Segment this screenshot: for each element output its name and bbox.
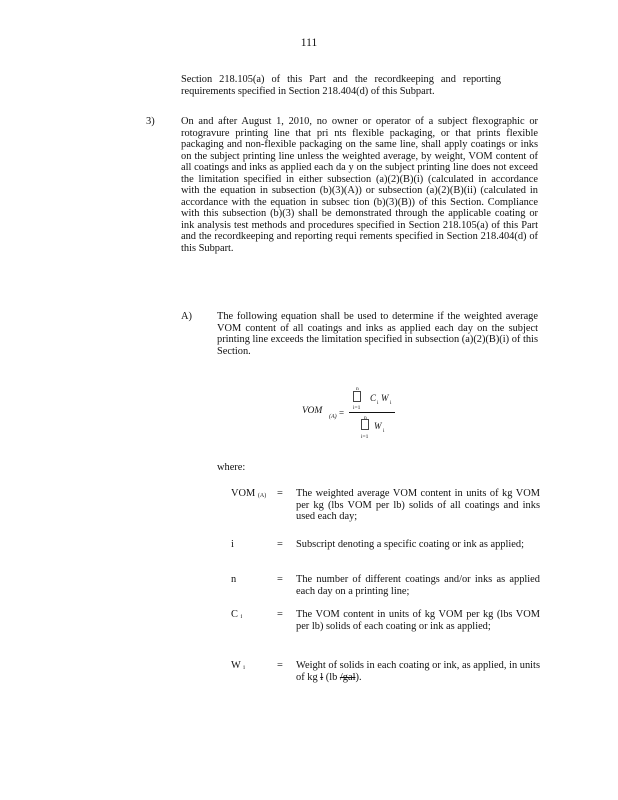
vom-equation	[300, 384, 410, 446]
definition-description: The number of different coatings and/or inks as applied each day on a printing line;	[296, 574, 540, 597]
numerator-c-sub: i	[377, 400, 379, 406]
denominator-w: W	[374, 421, 382, 431]
sum-upper-den: n	[364, 415, 367, 421]
definition-term: W i	[231, 660, 245, 671]
sum-lower-num: i=1	[353, 405, 361, 411]
page-number: 111	[300, 37, 318, 49]
definition-description: Subscript denoting a specific coating or ink as applied;	[296, 539, 524, 550]
where-label: where:	[217, 462, 246, 473]
sum-upper-num: n	[356, 386, 359, 392]
definition-equals: =	[277, 609, 283, 620]
item-a-paragraph: The following equation shall be used to determine if the weighted average VOM content of all coatings and inks as applied each day on the subject printing line exceeds the limitation specified in subsection (a)(2)(B)(i) of this Section.	[217, 311, 538, 357]
fraction-bar	[349, 412, 395, 413]
equation-lhs-sub: (A)	[329, 414, 337, 420]
definition-term: i	[231, 539, 234, 550]
numerator-c: C	[370, 393, 377, 403]
numerator-w-sub: i	[390, 400, 392, 406]
definition-term: n	[231, 574, 237, 585]
definition-description: The weighted average VOM content in units of kg VOM per kg (lbs VOM per lb) solids of all coatings and inks used each day;	[296, 488, 540, 522]
definition-term: C i	[231, 609, 243, 620]
numerator-w: W	[381, 393, 389, 403]
summation-icon	[361, 419, 369, 430]
denominator-w-sub: i	[383, 428, 385, 434]
item-3-paragraph: On and after August 1, 2010, no owner or operator of a subject flexographic or rotogravure printing line that pri nts flexible packaging, or that prints flexible packaging and non-flexible packaging on the same line, shall apply coatings or inks on the subject printing line unless the weighted average, by weight, VOM content of all coatings and inks as applied each da y on the subject printing line does not exceed the limitation specified in either subsection (a)(2)(B)(i) (calculated in accordance with the equation in subsection (b)(3)(A)) or subsection (a)(2)(B)(ii) (calculated in accordance with the equation in subsec tion (b)(3)(B)) of this Section. Compliance with this subsection (b)(3) shall be demonstrated through the applicable coating or ink analysis test methods and procedures specified in Section 218.105(a) of this Part and the recordkeeping and reporting requi rements specified in Section 218.404(d) of this Subpart.	[181, 116, 538, 254]
definition-term: VOM (A)	[231, 488, 267, 499]
definition-equals: =	[277, 488, 283, 499]
definition-equals: =	[277, 660, 283, 671]
intro-paragraph: Section 218.105(a) of this Part and the recordkeeping and reporting requirements specified in Section 218.404(d) of this Subpart.	[181, 74, 501, 97]
definition-equals: =	[277, 539, 283, 550]
equation-lhs: VOM	[302, 406, 323, 416]
definition-description: Weight of solids in each coating or ink, as applied, in units of kg l (lb /gal).	[296, 660, 540, 683]
item-a-number: A)	[181, 311, 192, 322]
equation-equals: =	[339, 408, 345, 418]
definition-equals: =	[277, 574, 283, 585]
definition-description: The VOM content in units of kg VOM per kg (lbs VOM per lb) solids of each coating or ink as applied;	[296, 609, 540, 632]
item-3-number: 3)	[146, 116, 155, 127]
sum-lower-den: i=1	[361, 434, 369, 440]
summation-icon	[353, 391, 361, 402]
